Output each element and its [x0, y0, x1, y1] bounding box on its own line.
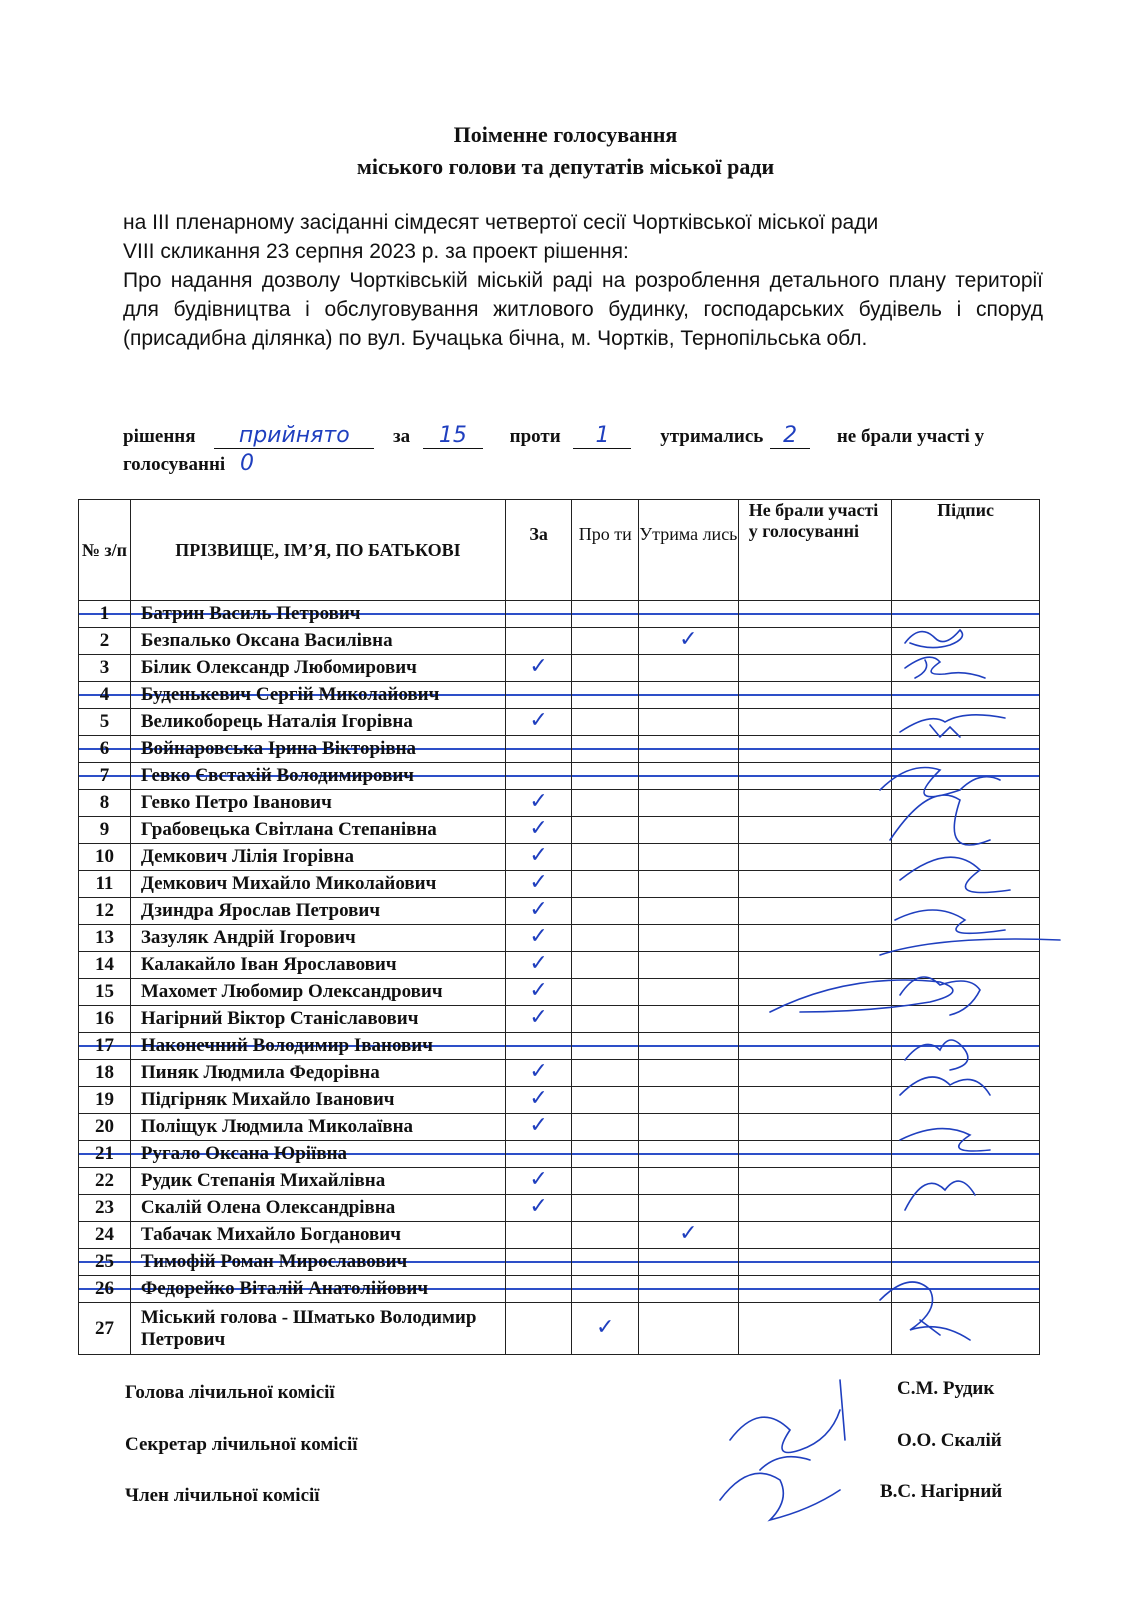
vote-cell-against — [572, 871, 639, 898]
deputy-name: Міський голова - Шматько Володимир Петрович — [130, 1303, 505, 1355]
check-mark-icon: ✓ — [529, 1113, 548, 1138]
table-row — [79, 655, 1040, 682]
check-mark-icon: ✓ — [529, 951, 548, 976]
header-name: ПРІЗВИЩЕ, ІМ’Я, ПО БАТЬКОВІ — [130, 500, 505, 601]
vote-cell-against — [572, 1222, 639, 1249]
decision-summary — [123, 423, 1043, 479]
table-row — [79, 628, 1040, 655]
deputy-name: Безпалько Оксана Василівна — [130, 628, 505, 655]
row-number: 18 — [79, 1060, 131, 1087]
row-number: 24 — [79, 1222, 131, 1249]
for-label: за — [393, 426, 411, 447]
deputy-name: Скалій Олена Олександрівна — [130, 1195, 505, 1222]
row-number: 1 — [79, 601, 131, 628]
check-mark-icon: ✓ — [529, 1005, 548, 1030]
vote-cell-abstained — [639, 1141, 739, 1168]
vote-cell-abstained — [639, 1195, 739, 1222]
not-voted-label: не брали участі у голосуванні — [123, 426, 985, 475]
vote-cell-not-voted — [738, 1114, 891, 1141]
signature-cell — [892, 1060, 1040, 1087]
table-row — [79, 1033, 1040, 1060]
vote-cell-for — [505, 601, 571, 628]
deputy-name: Войнаровська Ірина Вікторівна — [130, 736, 505, 763]
table-row — [79, 601, 1040, 628]
vote-cell-for — [505, 871, 571, 898]
signature-cell — [892, 655, 1040, 682]
row-number: 15 — [79, 979, 131, 1006]
table-row — [79, 763, 1040, 790]
signature-cell — [892, 844, 1040, 871]
table-row — [79, 1060, 1040, 1087]
table-row — [79, 1006, 1040, 1033]
commission-secretary-label: Секретар лічильної комісії — [125, 1434, 358, 1455]
vote-cell-not-voted — [738, 790, 891, 817]
vote-cell-against — [572, 1168, 639, 1195]
vote-cell-for — [505, 1195, 571, 1222]
check-mark-icon: ✓ — [529, 1059, 548, 1084]
vote-cell-for — [505, 1303, 571, 1355]
deputy-name: Наконечний Володимир Іванович — [130, 1033, 505, 1060]
vote-cell-not-voted — [738, 655, 891, 682]
vote-cell-not-voted — [738, 1033, 891, 1060]
signature-cell — [892, 898, 1040, 925]
vote-cell-against — [572, 844, 639, 871]
header-num: № з/п — [79, 500, 131, 601]
deputy-name: Зазуляк Андрій Ігорович — [130, 925, 505, 952]
check-mark-icon: ✓ — [529, 843, 548, 868]
vote-cell-not-voted — [738, 1060, 891, 1087]
abstained-count: 2 — [783, 423, 798, 448]
table-row — [79, 682, 1040, 709]
deputy-name: Білик Олександр Любомирович — [130, 655, 505, 682]
table-row — [79, 871, 1040, 898]
check-mark-icon: ✓ — [529, 924, 548, 949]
signature-cell — [892, 871, 1040, 898]
header-for: За — [505, 500, 571, 601]
row-number: 16 — [79, 1006, 131, 1033]
vote-cell-not-voted — [738, 1087, 891, 1114]
row-number: 9 — [79, 817, 131, 844]
vote-cell-against — [572, 709, 639, 736]
deputy-name: Пиняк Людмила Федорівна — [130, 1060, 505, 1087]
table-row — [79, 790, 1040, 817]
row-number: 22 — [79, 1168, 131, 1195]
vote-cell-abstained — [639, 844, 739, 871]
vote-cell-against — [572, 1006, 639, 1033]
vote-cell-not-voted — [738, 1249, 891, 1276]
vote-cell-for — [505, 1249, 571, 1276]
row-number: 17 — [79, 1033, 131, 1060]
signature-cell — [892, 979, 1040, 1006]
vote-cell-against — [572, 655, 639, 682]
row-number: 4 — [79, 682, 131, 709]
commission-member-label: Член лічильної комісії — [125, 1485, 320, 1506]
vote-cell-for — [505, 817, 571, 844]
signature-cell — [892, 1222, 1040, 1249]
commission-member-name: В.С. Нагірний — [880, 1481, 1003, 1502]
row-number: 8 — [79, 790, 131, 817]
vote-cell-against — [572, 790, 639, 817]
vote-cell-abstained — [639, 709, 739, 736]
row-number: 23 — [79, 1195, 131, 1222]
vote-cell-not-voted — [738, 601, 891, 628]
check-mark-icon: ✓ — [529, 870, 548, 895]
document-title-line2: міського голови та депутатів міської ради — [356, 154, 775, 179]
table-row — [79, 979, 1040, 1006]
vote-cell-abstained — [639, 1276, 739, 1303]
table-row — [79, 925, 1040, 952]
table-row — [79, 1114, 1040, 1141]
check-mark-icon: ✓ — [529, 789, 548, 814]
deputy-name: Демкович Лілія Ігорівна — [130, 844, 505, 871]
vote-cell-not-voted — [738, 1222, 891, 1249]
project-title: Про надання дозволу Чортківській міській раді на розроблення детального плану території для будівництва і обслуговування житлового будинку, господарських будівель і споруд (присадибна ділянка) по вул. Бучацька бічна, м. Чортків, Тернопільська обл. — [123, 269, 1043, 350]
row-number: 7 — [79, 763, 131, 790]
signature-cell — [892, 709, 1040, 736]
vote-cell-for — [505, 1276, 571, 1303]
header-not-voted: Не брали участі у голосуванні — [738, 500, 891, 601]
row-number: 26 — [79, 1276, 131, 1303]
vote-cell-not-voted — [738, 1276, 891, 1303]
vote-cell-not-voted — [738, 682, 891, 709]
signature-cell — [892, 1033, 1040, 1060]
header-abstained: Утрима лись — [639, 500, 739, 601]
table-row — [79, 898, 1040, 925]
vote-cell-for — [505, 925, 571, 952]
table-row — [79, 1195, 1040, 1222]
vote-cell-not-voted — [738, 1168, 891, 1195]
deputy-name: Ругало Оксана Юріївна — [130, 1141, 505, 1168]
deputy-name: Нагірний Віктор Станіславович — [130, 1006, 505, 1033]
table-row — [79, 952, 1040, 979]
intro-line1: на ІІІ пленарному засіданні сімдесят четвертої сесії Чортківської міської ради — [123, 211, 879, 234]
commission-secretary-name: О.О. Скалій — [897, 1430, 1002, 1451]
deputy-name: Гевко Петро Іванович — [130, 790, 505, 817]
vote-cell-for — [505, 628, 571, 655]
table-row — [79, 709, 1040, 736]
vote-cell-against — [572, 1114, 639, 1141]
check-mark-icon: ✓ — [529, 1194, 548, 1219]
signature-cell — [892, 1195, 1040, 1222]
vote-cell-for — [505, 736, 571, 763]
deputy-name: Підгірняк Михайло Іванович — [130, 1087, 505, 1114]
decision-label: рішення — [123, 426, 196, 447]
check-mark-icon: ✓ — [529, 978, 548, 1003]
signature-cell — [892, 1276, 1040, 1303]
row-number: 5 — [79, 709, 131, 736]
vote-cell-abstained — [639, 1249, 739, 1276]
deputy-name: Табачак Михайло Богданович — [130, 1222, 505, 1249]
row-number: 11 — [79, 871, 131, 898]
vote-cell-against — [572, 952, 639, 979]
vote-cell-abstained — [639, 898, 739, 925]
vote-cell-abstained — [639, 817, 739, 844]
deputy-name: Федорейко Віталій Анатолійович — [130, 1276, 505, 1303]
vote-cell-not-voted — [738, 898, 891, 925]
vote-cell-against — [572, 1060, 639, 1087]
deputy-name: Батрин Василь Петрович — [130, 601, 505, 628]
table-row — [79, 844, 1040, 871]
deputy-name: Гевко Євстахій Володимирович — [130, 763, 505, 790]
vote-cell-against — [572, 1087, 639, 1114]
vote-cell-against — [572, 736, 639, 763]
header-signature: Підпис — [892, 500, 1040, 601]
commission-head-name: С.М. Рудик — [897, 1378, 995, 1399]
table-row — [79, 1141, 1040, 1168]
deputy-name: Калакайло Іван Ярославович — [130, 952, 505, 979]
deputy-name: Буденькевич Сергій Миколайович — [130, 682, 505, 709]
vote-cell-for — [505, 1060, 571, 1087]
vote-cell-not-voted — [738, 817, 891, 844]
signature-cell — [892, 601, 1040, 628]
vote-cell-against — [572, 1033, 639, 1060]
vote-cell-abstained — [639, 601, 739, 628]
vote-cell-against — [572, 682, 639, 709]
vote-cell-against — [572, 601, 639, 628]
vote-cell-not-voted — [738, 709, 891, 736]
row-number: 12 — [79, 898, 131, 925]
check-mark-icon: ✓ — [529, 816, 548, 841]
signature-cell — [892, 790, 1040, 817]
check-mark-icon: ✓ — [529, 897, 548, 922]
check-mark-icon: ✓ — [529, 708, 548, 733]
vote-cell-abstained — [639, 1087, 739, 1114]
table-body — [79, 601, 1040, 1355]
vote-cell-not-voted — [738, 952, 891, 979]
deputy-name: Рудик Степанія Михайлівна — [130, 1168, 505, 1195]
vote-cell-for — [505, 844, 571, 871]
deputy-name: Поліщук Людмила Миколаївна — [130, 1114, 505, 1141]
vote-cell-for — [505, 1087, 571, 1114]
vote-cell-not-voted — [738, 925, 891, 952]
vote-cell-not-voted — [738, 979, 891, 1006]
commission-head-label: Голова лічильної комісії — [125, 1382, 335, 1403]
row-number: 14 — [79, 952, 131, 979]
vote-cell-against — [572, 763, 639, 790]
deputy-name: Тимофій Роман Мирославович — [130, 1249, 505, 1276]
vote-cell-for — [505, 979, 571, 1006]
check-mark-icon: ✓ — [529, 1167, 548, 1192]
vote-cell-abstained — [639, 871, 739, 898]
vote-cell-against — [572, 1276, 639, 1303]
row-number: 19 — [79, 1087, 131, 1114]
vote-cell-abstained — [639, 736, 739, 763]
vote-cell-abstained — [639, 1168, 739, 1195]
vote-cell-against — [572, 1141, 639, 1168]
vote-cell-abstained — [639, 682, 739, 709]
document-title-line1: Поіменне голосування — [453, 122, 678, 147]
table-row — [79, 1087, 1040, 1114]
signature-cell — [892, 952, 1040, 979]
vote-cell-not-voted — [738, 844, 891, 871]
vote-cell-for — [505, 898, 571, 925]
vote-cell-not-voted — [738, 1141, 891, 1168]
intro-block — [123, 208, 1043, 353]
vote-cell-abstained — [639, 952, 739, 979]
vote-cell-abstained — [639, 628, 739, 655]
against-label: проти — [509, 426, 561, 447]
vote-cell-not-voted — [738, 736, 891, 763]
table-row — [79, 1168, 1040, 1195]
vote-cell-abstained — [639, 979, 739, 1006]
vote-cell-for — [505, 655, 571, 682]
signature-cell — [892, 1087, 1040, 1114]
deputy-name: Грабовецька Світлана Степанівна — [130, 817, 505, 844]
row-number: 20 — [79, 1114, 131, 1141]
signature-cell — [892, 1249, 1040, 1276]
against-count: 1 — [595, 423, 610, 448]
check-mark-icon: ✓ — [679, 627, 698, 652]
vote-cell-abstained — [639, 1033, 739, 1060]
vote-cell-not-voted — [738, 1195, 891, 1222]
vote-cell-against — [572, 925, 639, 952]
signature-cell — [892, 736, 1040, 763]
row-number: 2 — [79, 628, 131, 655]
vote-cell-abstained — [639, 1114, 739, 1141]
row-number: 25 — [79, 1249, 131, 1276]
vote-cell-abstained — [639, 790, 739, 817]
table-row — [79, 1276, 1040, 1303]
vote-cell-for — [505, 1222, 571, 1249]
vote-cell-against — [572, 817, 639, 844]
check-mark-icon: ✓ — [529, 654, 548, 679]
row-number: 13 — [79, 925, 131, 952]
signature-cell — [892, 925, 1040, 952]
vote-cell-against — [572, 1249, 639, 1276]
vote-cell-for — [505, 1168, 571, 1195]
table-row — [79, 1222, 1040, 1249]
vote-cell-for — [505, 1033, 571, 1060]
vote-cell-against — [572, 979, 639, 1006]
vote-cell-abstained — [639, 1006, 739, 1033]
signature-cell — [892, 1303, 1040, 1355]
vote-cell-abstained — [639, 763, 739, 790]
signature-cell — [892, 817, 1040, 844]
vote-cell-for — [505, 682, 571, 709]
vote-cell-against — [572, 628, 639, 655]
check-mark-icon: ✓ — [595, 1314, 615, 1340]
vote-cell-not-voted — [738, 763, 891, 790]
header-against: Про ти — [572, 500, 639, 601]
table-header-row — [79, 500, 1040, 601]
vote-cell-for — [505, 763, 571, 790]
vote-cell-against — [572, 1303, 639, 1355]
signature-cell — [892, 1168, 1040, 1195]
table-row — [79, 1303, 1040, 1355]
vote-cell-for — [505, 1006, 571, 1033]
vote-cell-abstained — [639, 1222, 739, 1249]
vote-cell-not-voted — [738, 628, 891, 655]
row-number: 6 — [79, 736, 131, 763]
signature-cell — [892, 763, 1040, 790]
deputy-name: Махомет Любомир Олександрович — [130, 979, 505, 1006]
not-voted-count: 0 — [239, 451, 254, 476]
vote-cell-against — [572, 898, 639, 925]
signature-cell — [892, 682, 1040, 709]
deputy-name: Дзиндра Ярослав Петрович — [130, 898, 505, 925]
voting-table — [78, 499, 1040, 1355]
table-row — [79, 1249, 1040, 1276]
row-number: 3 — [79, 655, 131, 682]
vote-cell-against — [572, 1195, 639, 1222]
vote-cell-for — [505, 952, 571, 979]
row-number: 10 — [79, 844, 131, 871]
check-mark-icon: ✓ — [529, 1086, 548, 1111]
signature-cell — [892, 1141, 1040, 1168]
signature-cell — [892, 1006, 1040, 1033]
vote-cell-for — [505, 790, 571, 817]
vote-cell-for — [505, 1141, 571, 1168]
signature-commission — [720, 1380, 845, 1520]
for-count: 15 — [438, 423, 467, 448]
deputy-name: Демкович Михайло Миколайович — [130, 871, 505, 898]
vote-cell-abstained — [639, 925, 739, 952]
vote-cell-not-voted — [738, 871, 891, 898]
signature-cell — [892, 1114, 1040, 1141]
vote-cell-for — [505, 1114, 571, 1141]
vote-cell-abstained — [639, 655, 739, 682]
row-number: 21 — [79, 1141, 131, 1168]
table-row — [79, 817, 1040, 844]
vote-cell-not-voted — [738, 1303, 891, 1355]
abstained-label: утримались — [660, 426, 764, 447]
table-row — [79, 736, 1040, 763]
deputy-name: Великоборець Наталія Ігорівна — [130, 709, 505, 736]
decision-value: прийнято — [238, 423, 350, 448]
vote-cell-not-voted — [738, 1006, 891, 1033]
intro-line2: VIII скликання 23 серпня 2023 р. за проект рішення: — [123, 240, 629, 263]
vote-cell-for — [505, 709, 571, 736]
signature-cell — [892, 628, 1040, 655]
check-mark-icon: ✓ — [679, 1221, 698, 1246]
vote-cell-abstained — [639, 1303, 739, 1355]
vote-cell-abstained — [639, 1060, 739, 1087]
row-number: 27 — [79, 1303, 131, 1355]
